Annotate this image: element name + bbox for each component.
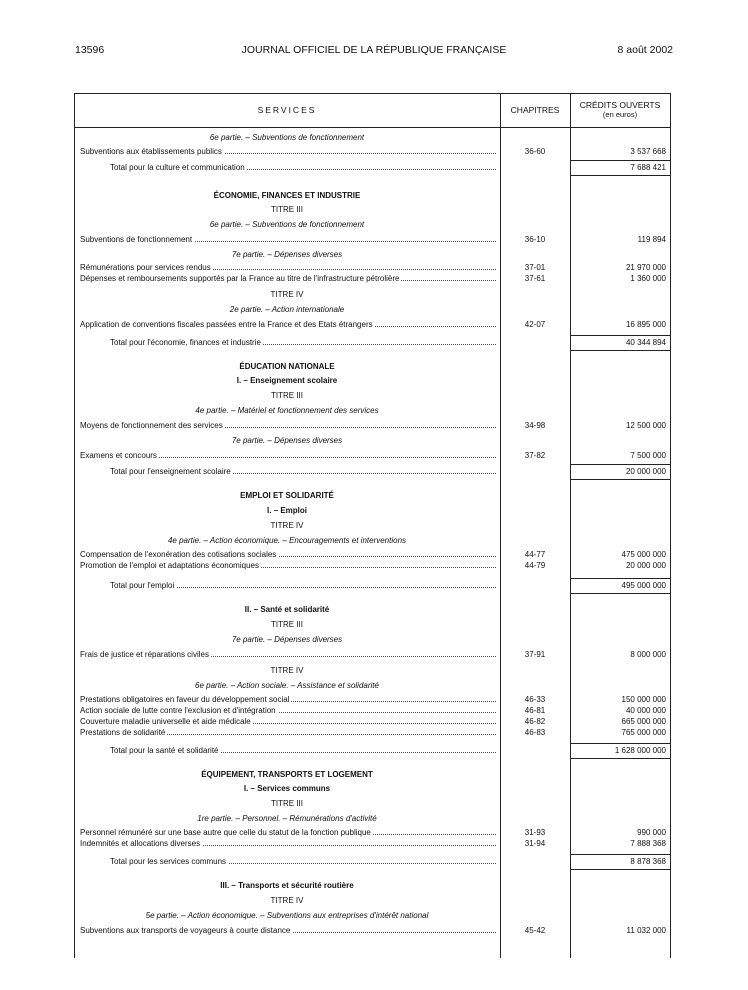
section-heading-text: 7e partie. – Dépenses diverses — [231, 436, 343, 445]
table-row — [74, 925, 670, 936]
credit-amount: 3 537 668 — [630, 147, 666, 156]
label-text: Total pour l'économie, finances et industrie — [110, 338, 261, 347]
credit-amount: 21 970 000 — [625, 263, 666, 272]
total-amount: 40 344 894 — [625, 338, 666, 347]
section-heading-text: TITRE III — [271, 799, 303, 808]
item-label — [80, 649, 496, 660]
section-heading — [74, 405, 670, 416]
total-amount: 7 688 421 — [630, 163, 666, 172]
table-body — [74, 128, 670, 958]
section-heading — [74, 505, 670, 516]
total-amount: 8 878 368 — [630, 857, 666, 866]
label-text: Prestations de solidarité — [80, 728, 166, 737]
section-heading — [74, 435, 670, 446]
item-label — [80, 146, 496, 157]
total-label — [110, 337, 496, 348]
total-amount: 20 000 000 — [625, 467, 666, 476]
label-text: Rémunérations pour services rendus — [80, 263, 211, 272]
item-label — [80, 560, 496, 571]
section-heading-text: 4e partie. – Matériel et fonctionnement des services — [195, 406, 379, 415]
section-heading — [74, 204, 670, 215]
total-label — [110, 856, 496, 867]
table-row — [74, 560, 670, 571]
header-credits — [570, 93, 670, 127]
item-label — [80, 450, 496, 461]
table-row — [74, 827, 670, 838]
section-heading-text: ÉQUIPEMENT, TRANSPORTS ET LOGEMENT — [201, 770, 373, 779]
section-heading — [74, 304, 670, 315]
chapter-code: 36-10 — [524, 235, 546, 244]
credit-amount: 40 000 000 — [625, 706, 666, 715]
section-heading-text: TITRE IV — [270, 896, 304, 905]
section-heading-text: TITRE IV — [270, 666, 304, 675]
chapter-code: 37-01 — [524, 263, 546, 272]
section-heading-text: TITRE IV — [270, 290, 304, 299]
credit-amount: 7 888 368 — [630, 839, 666, 848]
item-label — [80, 838, 496, 849]
label-text: Total pour les services communs — [110, 857, 227, 866]
chapter-code: 36-60 — [524, 147, 546, 156]
section-heading — [74, 813, 670, 824]
label-text: Subventions aux établissements publics — [80, 147, 222, 156]
chapter-code: 37-82 — [524, 451, 546, 460]
table-row — [74, 319, 670, 330]
credit-amount: 475 000 000 — [621, 550, 666, 559]
label-text: Personnel rémunéré sur une base autre que celle du statut de la fonction publique — [80, 828, 371, 837]
section-heading — [74, 619, 670, 630]
item-label — [80, 549, 496, 560]
section-heading — [74, 390, 670, 401]
page-number: 13596 — [75, 44, 105, 56]
label-text: Action sociale de lutte contre l'exclusion et d'intégration — [80, 706, 276, 715]
chapter-code: 45-42 — [524, 926, 546, 935]
label-text: Frais de justice et réparations civiles — [80, 650, 209, 659]
section-heading — [74, 634, 670, 645]
item-label — [80, 705, 496, 716]
section-heading — [74, 361, 670, 372]
label-text: Dépenses et remboursements supportés par la France au titre de l'infrastructure pétrolière — [80, 274, 400, 283]
label-text: Total pour l'emploi — [110, 581, 175, 590]
section-heading — [74, 783, 670, 794]
credit-amount: 7 500 000 — [630, 451, 666, 460]
header-credits-unit: (en euros) — [602, 110, 638, 119]
section-heading-text: 7e partie. – Dépenses diverses — [231, 635, 343, 644]
header-chapitres: CHAPITRES — [510, 105, 560, 115]
section-heading-text: 2e partie. – Action internationale — [229, 305, 345, 314]
label-text: Moyens de fonctionnement des services — [80, 421, 223, 430]
label-text: Total pour l'enseignement scolaire — [110, 467, 231, 476]
total-label — [110, 745, 496, 756]
table-header — [74, 93, 670, 127]
total-row — [74, 745, 670, 756]
credit-amount: 150 000 000 — [621, 695, 666, 704]
credit-amount: 990 000 — [637, 828, 666, 837]
total-row — [74, 856, 670, 867]
label-text: Promotion de l'emploi et adaptations économiques — [80, 561, 259, 570]
header-credits-label: CRÉDITS OUVERTS — [579, 100, 661, 110]
chapter-code: 37-61 — [524, 274, 546, 283]
total-row — [74, 580, 670, 591]
label-text: Subventions de fonctionnement — [80, 235, 193, 244]
section-heading — [74, 604, 670, 615]
section-heading-text: II. – Santé et solidarité — [244, 605, 330, 614]
item-label — [80, 716, 496, 727]
section-heading-text: TITRE III — [271, 205, 303, 214]
chapter-code: 31-94 — [524, 839, 546, 848]
section-heading — [74, 895, 670, 906]
item-label — [80, 262, 496, 273]
section-heading — [74, 375, 670, 386]
section-heading-text: TITRE III — [271, 620, 303, 629]
chapter-code: 46-83 — [524, 728, 546, 737]
chapter-code: 37-91 — [524, 650, 546, 659]
chapter-code: 44-79 — [524, 561, 546, 570]
chapter-code: 46-81 — [524, 706, 546, 715]
section-heading — [74, 520, 670, 531]
item-label — [80, 234, 496, 245]
section-heading — [74, 880, 670, 891]
section-heading — [74, 289, 670, 300]
item-label — [80, 827, 496, 838]
table-right-border — [670, 93, 671, 958]
credit-amount: 12 500 000 — [625, 421, 666, 430]
publication-date: 8 août 2002 — [617, 44, 673, 56]
section-heading — [74, 190, 670, 201]
label-text: Indemnités et allocations diverses — [80, 839, 201, 848]
item-label — [80, 727, 496, 738]
credit-amount: 665 000 000 — [621, 717, 666, 726]
section-heading-text: I. – Enseignement scolaire — [236, 376, 338, 385]
credit-amount: 11 032 000 — [626, 926, 666, 935]
section-heading — [74, 490, 670, 501]
section-heading — [74, 910, 670, 921]
total-label — [110, 466, 496, 477]
chapter-code: 46-33 — [524, 695, 546, 704]
label-text: Application de conventions fiscales passées entre la France et des Etats étrangers — [80, 320, 373, 329]
section-heading-text: TITRE IV — [270, 521, 304, 530]
total-label — [110, 580, 496, 591]
label-text: Prestations obligatoires en faveur du développement social — [80, 695, 290, 704]
label-text: Compensation de l'exonération des cotisations sociales — [80, 550, 277, 559]
table-row — [74, 450, 670, 461]
section-heading — [74, 769, 670, 780]
section-heading — [74, 665, 670, 676]
section-heading-text: I. – Emploi — [266, 506, 307, 515]
label-text: Examens et concours — [80, 451, 157, 460]
section-heading-text: III. – Transports et sécurité routière — [220, 881, 354, 890]
table-row — [74, 420, 670, 431]
table-row — [74, 262, 670, 273]
label-text: Couverture maladie universelle et aide médicale — [80, 717, 251, 726]
credits-table — [74, 93, 670, 958]
section-heading — [74, 219, 670, 230]
item-label — [80, 925, 496, 936]
item-label — [80, 420, 496, 431]
credit-amount: 1 360 000 — [630, 274, 666, 283]
chapter-code: 31-93 — [524, 828, 546, 837]
total-label — [110, 162, 496, 173]
chapter-code: 34-98 — [524, 421, 546, 430]
credit-amount: 16 895 000 — [625, 320, 666, 329]
section-heading — [74, 249, 670, 260]
total-row — [74, 337, 670, 348]
section-heading-text: I. – Services communs — [243, 784, 331, 793]
credit-amount: 119 894 — [637, 235, 666, 244]
section-heading-text: 6e partie. – Subventions de fonctionnement — [209, 133, 365, 142]
table-row — [74, 838, 670, 849]
table-row — [74, 234, 670, 245]
header-services: SERVICES — [257, 105, 317, 115]
item-label — [80, 273, 496, 284]
total-amount: 1 628 000 000 — [614, 746, 666, 755]
section-heading-text: ÉCONOMIE, FINANCES ET INDUSTRIE — [213, 191, 361, 200]
table-row — [74, 649, 670, 660]
section-heading-text: 5e partie. – Action économique. – Subventions aux entreprises d'intérêt national — [145, 911, 429, 920]
section-heading — [74, 680, 670, 691]
table-row — [74, 694, 670, 705]
section-heading-text: TITRE III — [271, 391, 303, 400]
section-heading-text: 1re partie. – Personnel. – Rémunérations d'activité — [197, 814, 377, 823]
total-amount: 495 000 000 — [621, 581, 666, 590]
section-heading-text: EMPLOI ET SOLIDARITÉ — [240, 491, 334, 500]
table-row — [74, 273, 670, 284]
total-row — [74, 162, 670, 173]
label-text: Total pour la santé et solidarité — [110, 746, 219, 755]
section-heading-text: 6e partie. – Action sociale. – Assistance et solidarité — [195, 681, 379, 690]
section-heading — [74, 132, 670, 143]
table-row — [74, 549, 670, 560]
credit-amount: 8 000 000 — [630, 650, 666, 659]
table-row — [74, 146, 670, 157]
section-heading — [74, 535, 670, 546]
item-label — [80, 319, 496, 330]
label-text: Total pour la culture et communication — [110, 163, 245, 172]
credit-amount: 765 000 000 — [621, 728, 666, 737]
journal-title: JOURNAL OFFICIEL DE LA RÉPUBLIQUE FRANÇAISE — [241, 44, 507, 56]
section-heading — [74, 798, 670, 809]
table-row — [74, 716, 670, 727]
chapter-code: 46-82 — [524, 717, 546, 726]
section-heading-text: 4e partie. – Action économique. – Encouragements et interventions — [167, 536, 407, 545]
total-row — [74, 466, 670, 477]
item-label — [80, 694, 496, 705]
section-heading-text: 7e partie. – Dépenses diverses — [231, 250, 343, 259]
section-heading-text: ÉDUCATION NATIONALE — [239, 362, 335, 371]
label-text: Subventions aux transports de voyageurs à courte distance — [80, 926, 291, 935]
table-row — [74, 727, 670, 738]
credit-amount: 20 000 000 — [625, 561, 666, 570]
table-row — [74, 705, 670, 716]
chapter-code: 42-07 — [524, 320, 546, 329]
section-heading-text: 6e partie. – Subventions de fonctionnement — [209, 220, 365, 229]
chapter-code: 44-77 — [524, 550, 546, 559]
